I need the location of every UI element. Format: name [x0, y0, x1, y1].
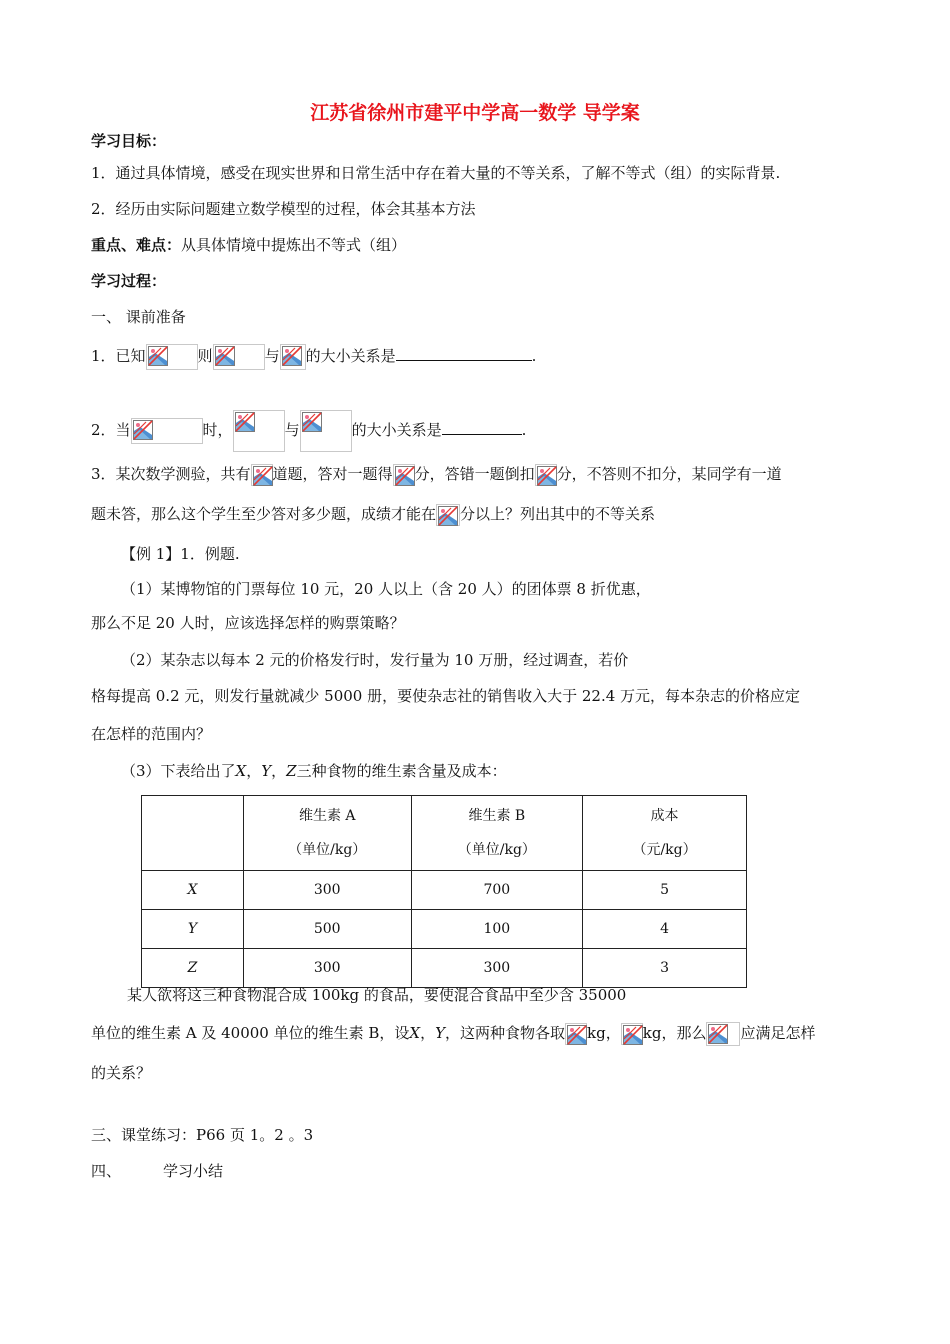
process-heading: 学习过程：	[91, 272, 167, 290]
key-points-label: 重点、难点：	[91, 236, 182, 254]
question-2	[91, 410, 526, 452]
q1-text-c: 与	[264, 347, 280, 365]
var-x: X	[409, 1024, 421, 1042]
section4-text: 学习小结	[163, 1162, 224, 1180]
section4-number: 四、	[91, 1162, 122, 1180]
table-cell: 5	[583, 871, 747, 910]
formula-image-icon	[146, 344, 198, 370]
q1-end: .	[531, 347, 537, 365]
after-text-a: 单位的维生素 A 及 40000 单位的维生素 B，设	[91, 1024, 410, 1042]
example-3-line-4: 的关系？	[91, 1064, 152, 1082]
q2-text-d: 的大小关系是	[351, 421, 442, 439]
formula-image-icon	[706, 1022, 740, 1046]
separator: ，	[420, 1024, 436, 1042]
table-cell: Z	[142, 949, 244, 988]
table-header-cell	[142, 796, 244, 871]
formula-image-icon	[393, 464, 415, 486]
goal-item-1: 1．通过具体情境，感受在现实世界和日常生活中存在着大量的不等关系，了解不等式（组）的实际背景.	[91, 164, 781, 182]
q3-text-d: 分，不答则不扣分，某同学有一道	[556, 465, 782, 483]
q1-text-a: 1．已知	[91, 347, 146, 365]
table-cell: Y	[142, 910, 244, 949]
question-1	[91, 343, 536, 370]
formula-image-icon	[565, 1023, 587, 1045]
formula-image-icon	[535, 464, 557, 486]
key-points-text: 从具体情境中提炼出不等式（组）	[181, 236, 407, 254]
table-cell: 500	[243, 910, 411, 949]
table-cell: 300	[411, 949, 583, 988]
table-header-cell: 维生素 A （单位/kg）	[243, 796, 411, 871]
answer-blank[interactable]	[442, 418, 522, 435]
table-row	[142, 949, 747, 988]
table-header-cell: 维生素 B （单位/kg）	[411, 796, 583, 871]
example-3-line-3	[91, 1020, 815, 1046]
q2-text-b: 时，	[202, 421, 233, 439]
q3-text-e: 题未答，那么这个学生至少答对多少题，成绩才能在	[91, 505, 437, 523]
table-header-row	[142, 796, 747, 871]
separator: ，	[271, 762, 287, 780]
table-header-cell: 成本 （元/kg）	[583, 796, 747, 871]
example-3-text-b: 三种食物的维生素含量及成本：	[296, 762, 507, 780]
q2-text-a: 2．当	[91, 421, 131, 439]
formula-image-icon	[436, 504, 460, 526]
q2-end: .	[521, 421, 527, 439]
example-2-line-3: 在怎样的范围内？	[91, 725, 212, 743]
section3-heading: 三、课堂练习：P66 页 1。2 。3	[91, 1126, 314, 1144]
var-y: Y	[435, 1024, 446, 1042]
table-cell: 4	[583, 910, 747, 949]
q2-text-c: 与	[284, 421, 300, 439]
var-z: Z	[286, 762, 297, 780]
after-text-c: kg，	[587, 1024, 621, 1042]
answer-blank[interactable]	[396, 344, 532, 361]
q3-text-c: 分，答错一题倒扣	[414, 465, 535, 483]
after-text-b: ，这两种食物各取	[445, 1024, 566, 1042]
question-3-line-1	[91, 462, 782, 486]
q3-text-b: 道题，答对一题得	[272, 465, 393, 483]
example-3-line-2: 某人欲将这三种食物混合成 100kg 的食品，要使混合食品中至少含 35000	[127, 986, 627, 1004]
after-text-d: kg，那么	[642, 1024, 707, 1042]
example-1-line-1: （1）某博物馆的门票每位 10 元，20 人以上（含 20 人）的团体票 8 折优惠，	[121, 580, 651, 598]
example-1-line-2: 那么不足 20 人时，应该选择怎样的购票策略？	[91, 614, 405, 632]
vitamin-table	[141, 795, 747, 988]
section1-heading: 一、 课前准备	[91, 308, 186, 326]
example-3-line-1	[121, 760, 507, 782]
formula-image-icon	[300, 410, 352, 452]
table-cell: 300	[243, 949, 411, 988]
q1-text-b: 则	[197, 347, 213, 365]
section4-heading	[91, 1160, 223, 1182]
separator: ，	[246, 762, 262, 780]
var-x: X	[235, 762, 247, 780]
goal-item-2: 2．经历由实际问题建立数学模型的过程，体会其基本方法	[91, 200, 476, 218]
var-y: Y	[261, 762, 272, 780]
q1-text-d: 的大小关系是	[305, 347, 396, 365]
formula-image-icon	[251, 464, 273, 486]
table-row	[142, 910, 747, 949]
table-cell: 100	[411, 910, 583, 949]
example-2-line-1: （2）某杂志以每本 2 元的价格发行时，发行量为 10 万册，经过调查，若价	[121, 651, 629, 669]
goals-heading: 学习目标：	[91, 132, 167, 150]
example-2-line-2: 格每提高 0.2 元，则发行量就减少 5000 册，要使杂志社的销售收入大于 22.4 万元，每本杂志的价格应定	[91, 687, 801, 705]
formula-image-icon	[213, 344, 265, 370]
table-cell: X	[142, 871, 244, 910]
page-title: 江苏省徐州市建平中学高一数学 导学案	[310, 102, 640, 124]
table-row	[142, 871, 747, 910]
question-3-line-2	[91, 502, 655, 526]
example-3-text-a: （3）下表给出了	[121, 762, 236, 780]
key-points	[91, 234, 406, 256]
table-cell: 300	[243, 871, 411, 910]
formula-image-icon	[280, 344, 306, 370]
q3-text-f: 分以上？列出其中的不等关系	[460, 505, 656, 523]
table-cell: 3	[583, 949, 747, 988]
table-cell: 700	[411, 871, 583, 910]
formula-image-icon	[233, 410, 285, 452]
formula-image-icon	[131, 418, 203, 444]
after-text-e: 应满足怎样	[740, 1024, 816, 1042]
formula-image-icon	[621, 1023, 643, 1045]
example-heading: 【例 1】1．例题.	[121, 545, 240, 563]
q3-text-a: 3．某次数学测验，共有	[91, 465, 251, 483]
